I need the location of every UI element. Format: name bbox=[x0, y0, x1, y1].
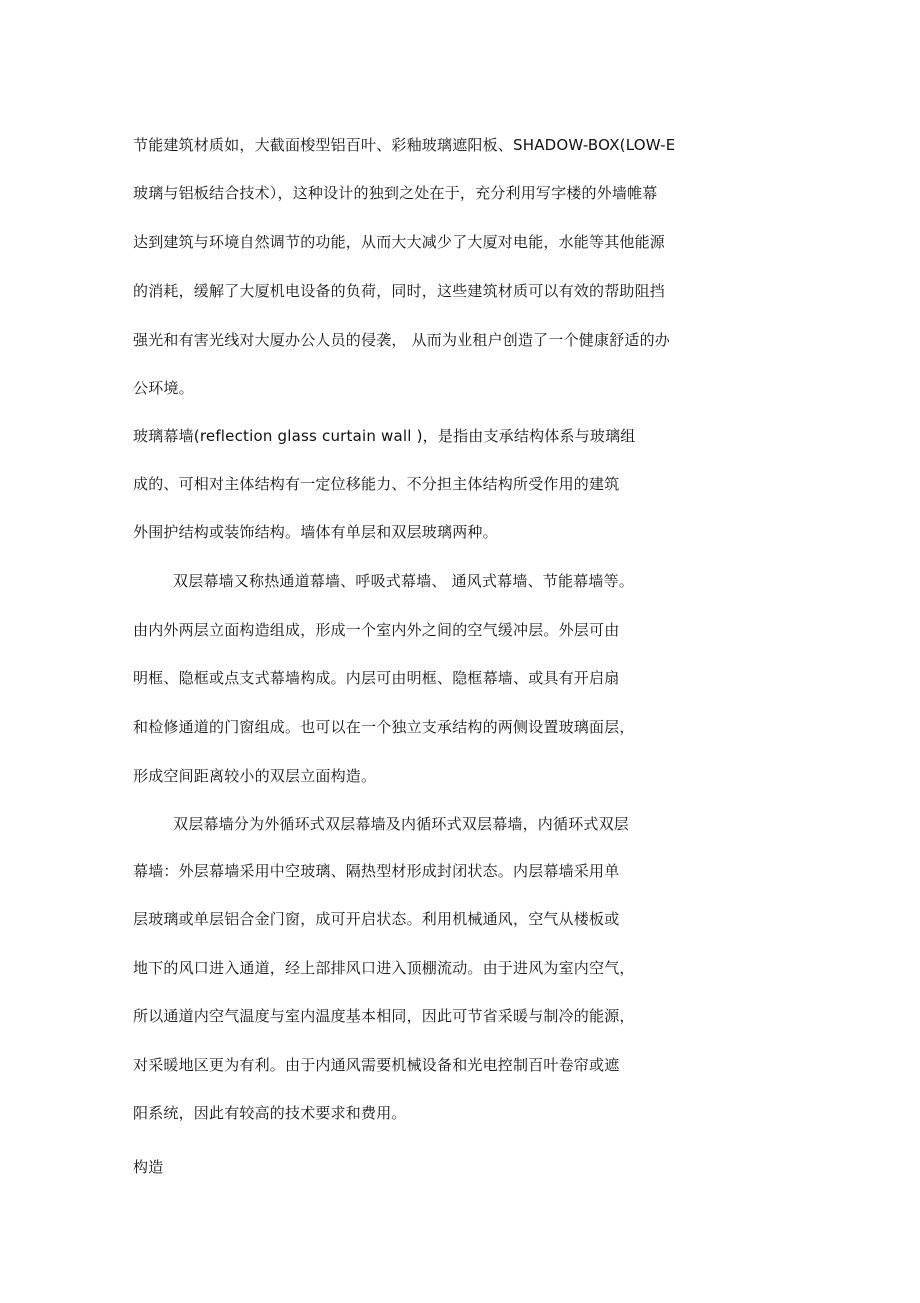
text-line: 玻璃幕墙(reflection glass curtain wall )，是指由支承结构体系与玻璃组 bbox=[133, 427, 636, 445]
text-line: 形成空间距离较小的双层立面构造。 bbox=[133, 767, 377, 785]
text-line: 双层幕墙又称热通道幕墙、呼吸式幕墙、 通风式幕墙、节能幕墙等。 bbox=[173, 572, 634, 590]
text-line: 地下的风口进入通道，经上部排风口进入顶棚流动。由于进风为室内空气， bbox=[133, 959, 635, 977]
text-line: 的消耗，缓解了大厦机电设备的负荷，同时，这些建筑材质可以有效的帮助阻挡 bbox=[133, 282, 666, 300]
text-line: 层玻璃或单层铝合金门窗，成可开启状态。利用机械通风，空气从楼板或 bbox=[133, 910, 620, 928]
text-line: 玻璃与铝板结合技术），这种设计的独到之处在于，充分利用写字楼的外墙帷幕 bbox=[133, 184, 658, 202]
text-line: 所以通道内空气温度与室内温度基本相同，因此可节省采暖与制冷的能源， bbox=[133, 1007, 635, 1025]
text-line: 外围护结构或装饰结构。墙体有单层和双层玻璃两种。 bbox=[133, 523, 498, 541]
text-line: 双层幕墙分为外循环式双层幕墙及内循环式双层幕墙，内循环式双层 bbox=[173, 815, 630, 833]
text-line: 成的、可相对主体结构有一定位移能力、不分担主体结构所受作用的建筑 bbox=[133, 475, 620, 493]
text-line: 节能建筑材质如，大截面梭型铝百叶、彩釉玻璃遮阳板、SHADOW-BOX(LOW-E bbox=[133, 136, 676, 154]
text-line: 阳系统，因此有较高的技术要求和费用。 bbox=[133, 1104, 407, 1122]
text-line: 对采暖地区更为有利。由于内通风需要机械设备和光电控制百叶卷帘或遮 bbox=[133, 1056, 620, 1074]
text-line: 公环境。 bbox=[133, 379, 194, 397]
text-line: 强光和有害光线对大厦办公人员的侵袭， 从而为业租户创造了一个健康舒适的办 bbox=[133, 331, 670, 349]
section-heading: 构造 bbox=[133, 1158, 164, 1176]
text-line: 和检修通道的门窗组成。也可以在一个独立支承结构的两侧设置玻璃面层， bbox=[133, 718, 635, 736]
text-line: 明框、隐框或点支式幕墙构成。内层可由明框、隐框幕墙、或具有开启扇 bbox=[133, 669, 620, 687]
text-line: 由内外两层立面构造组成，形成一个室内外之间的空气缓冲层。外层可由 bbox=[133, 621, 620, 639]
text-line: 幕墙：外层幕墙采用中空玻璃、隔热型材形成封闭状态。内层幕墙采用单 bbox=[133, 862, 620, 880]
text-line: 达到建筑与环境自然调节的功能，从而大大减少了大厦对电能，水能等其他能源 bbox=[133, 233, 666, 251]
